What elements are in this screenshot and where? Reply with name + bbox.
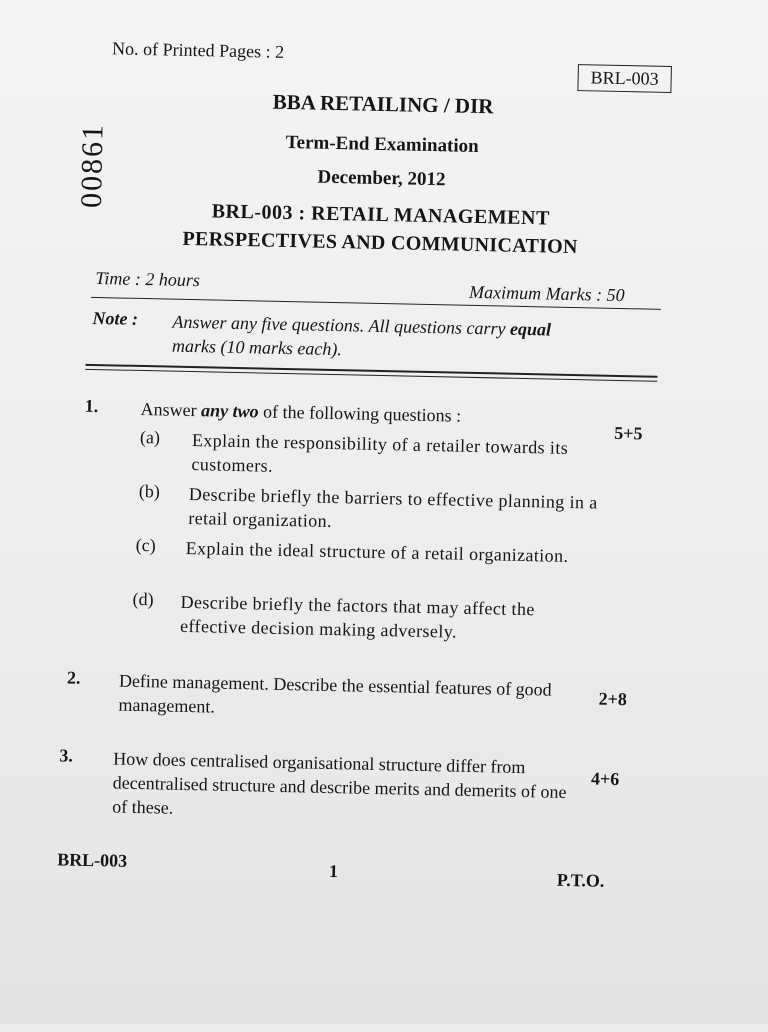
program-title: BBA RETAILING / DIR bbox=[272, 89, 494, 119]
exam-title: Term-End Examination bbox=[285, 131, 479, 158]
part-a-text: Explain the responsibility of a retailer towards its customers. bbox=[191, 430, 569, 476]
part-c-label: (c) bbox=[135, 534, 156, 556]
course-title-line2: PERSPECTIVES AND COMMUNICATION bbox=[182, 227, 579, 259]
note-text bbox=[172, 310, 663, 368]
footer-paper-code: BRL-003 bbox=[56, 849, 128, 871]
part-a-label: (a) bbox=[139, 426, 161, 448]
note-text-main: Answer any five questions. All questions carry bbox=[172, 311, 506, 339]
pto-label: P.T.O. bbox=[556, 869, 605, 891]
part-d-label: (d) bbox=[132, 588, 154, 610]
question-2-text: Define management. Describe the essential features of good management. bbox=[118, 670, 552, 717]
question-3-text: How does centralised organisational structure differ from decentralised structure and describe merits and demerits of one of these. bbox=[112, 748, 567, 818]
part-b-text: Describe briefly the barriers to effective planning in a retail organization. bbox=[188, 484, 598, 532]
question-3-marks: 4+6 bbox=[590, 768, 620, 790]
maximum-marks: Maximum Marks : 50 bbox=[468, 281, 625, 306]
note-text-emphasis: equal bbox=[509, 318, 552, 340]
note-label: Note : bbox=[92, 307, 139, 329]
part-c-text: Explain the ideal structure of a retail organization. bbox=[185, 537, 569, 566]
question-2-marks: 2+8 bbox=[598, 688, 628, 710]
time-allowed: Time : 2 hours bbox=[95, 268, 201, 291]
question-1-text bbox=[140, 397, 461, 428]
question-1-text-a: Answer bbox=[140, 398, 197, 421]
question-3-number: 3. bbox=[59, 745, 74, 766]
part-b-label: (b) bbox=[138, 480, 161, 502]
note-text-marks: marks (10 marks each). bbox=[171, 335, 343, 360]
question-1-text-c: of the following questions : bbox=[262, 401, 462, 426]
exam-session: December, 2012 bbox=[317, 166, 446, 191]
paper-code-box: BRL-003 bbox=[577, 64, 672, 93]
printed-pages: No. of Printed Pages : 2 bbox=[111, 38, 285, 62]
page-number: 1 bbox=[328, 861, 339, 882]
side-serial-code: 00861 bbox=[74, 122, 110, 209]
question-1-number: 1. bbox=[84, 395, 99, 417]
part-d-text: Describe briefly the factors that may affect the effective decision making adversely. bbox=[179, 591, 535, 642]
question-1-text-emphasis: any two bbox=[200, 400, 259, 422]
question-1-marks: 5+5 bbox=[614, 422, 643, 444]
question-2-number: 2. bbox=[66, 667, 81, 688]
course-title-line1: BRL-003 : RETAIL MANAGEMENT bbox=[211, 200, 551, 230]
